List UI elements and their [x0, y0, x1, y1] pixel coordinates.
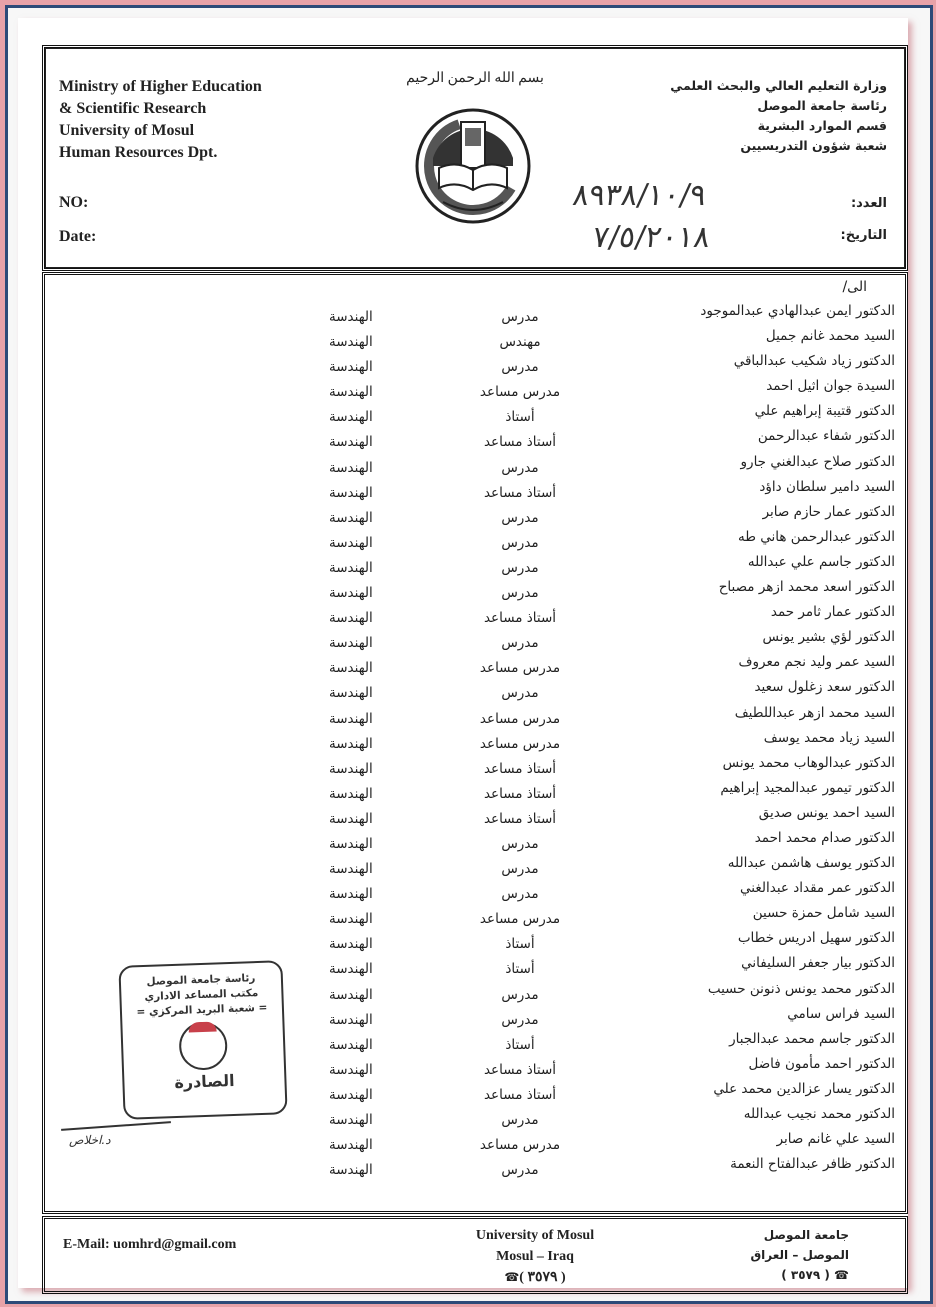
footer-address-en [445, 1225, 625, 1288]
page-frame [5, 5, 933, 1304]
recipient-name: الدكتور محمد نجيب عبدالله [743, 1106, 895, 1122]
recipient-row [45, 679, 905, 704]
recipient-rank: أستاذ مساعد [483, 434, 557, 451]
department-name-en: Human Resources Dpt. [59, 144, 218, 161]
recipient-rank: مدرس [501, 685, 539, 702]
recipient-college: الهندسة [329, 835, 373, 852]
footer-university-en: University of Mosul [475, 1228, 595, 1243]
recipient-name: الدكتور قتيبة إبراهيم علي [754, 403, 895, 420]
recipient-rank: مدرس [501, 509, 539, 526]
stamp-line-4: الصادرة [174, 1070, 235, 1093]
recipient-college: الهندسة [329, 735, 373, 752]
recipient-name: الدكتور عمار حازم صابر [762, 503, 895, 520]
footer-university-ar: جامعة الموصل [763, 1228, 849, 1242]
recipient-college: الهندسة [329, 810, 373, 827]
footer-address-ar [750, 1225, 849, 1285]
recipient-row [45, 855, 905, 880]
recipient-rank: مدرس [501, 1162, 539, 1179]
recipient-row [45, 403, 905, 428]
recipient-rank: أستاذ مساعد [483, 1086, 557, 1103]
recipient-name: السيد فراس سامي [787, 1005, 895, 1022]
recipient-college: الهندسة [329, 911, 373, 928]
university-seal-icon [413, 106, 533, 226]
recipient-row [45, 479, 905, 504]
recipients-list [42, 272, 908, 1214]
recipient-rank: مدرس [501, 534, 539, 551]
reference-number-handwritten: ٨٩٣٨/١٠/٩ [570, 178, 709, 213]
recipient-rank: مدرس [501, 1011, 539, 1028]
recipient-rank: أستاذ مساعد [483, 484, 557, 501]
recipient-name: الدكتور يسار عزالدين محمد علي [713, 1080, 895, 1097]
recipient-college: الهندسة [329, 610, 373, 627]
signature-name: د.اخلاص [69, 1133, 111, 1147]
stamp-line-3: = شعبة البريد المركزي = [136, 1001, 268, 1019]
recipient-row [45, 554, 905, 579]
recipient-college: الهندسة [329, 710, 373, 727]
recipient-rank: أستاذ مساعد [483, 785, 557, 802]
recipient-row [45, 930, 905, 955]
recipient-name: السيد عمر وليد نجم معروف [738, 654, 895, 671]
recipient-name: السيد علي غانم صابر [776, 1131, 895, 1148]
recipient-rank: مدرس مساعد [479, 660, 561, 677]
recipient-rank: مدرس مساعد [479, 1137, 561, 1154]
recipient-college: الهندسة [329, 760, 373, 777]
recipient-name: السيدة جوان اثيل احمد [766, 378, 895, 395]
recipient-college: الهندسة [329, 509, 373, 526]
date-label-ar: التاريخ: [840, 228, 887, 243]
recipient-college: الهندسة [329, 1162, 373, 1179]
recipient-rank: مدرس [501, 459, 539, 476]
recipient-college: الهندسة [329, 359, 373, 376]
recipient-name: الدكتور ظافر عبدالفتاح النعمة [730, 1156, 895, 1173]
footer-email[interactable]: E-Mail: uomhrd@gmail.com [63, 1237, 237, 1252]
stamp-seal-icon [178, 1021, 228, 1071]
recipient-college: الهندسة [329, 409, 373, 426]
recipient-rank: مدرس [501, 886, 539, 903]
recipient-name: الدكتور عمار ثامر حمد [770, 604, 895, 621]
recipient-name: الدكتور جاسم محمد عبدالجبار [729, 1030, 895, 1047]
footer-city-ar: الموصل – العراق [750, 1248, 849, 1262]
recipient-college: الهندسة [329, 434, 373, 451]
university-name-en: University of Mosul [59, 122, 195, 139]
university-presidency-ar: رئاسة جامعة الموصل [757, 98, 887, 113]
recipient-rank: أستاذ [505, 1036, 535, 1053]
recipient-name: الدكتور محمد يونس ذنونن حسيب [707, 980, 895, 997]
recipient-rank: مدرس [501, 861, 539, 878]
recipient-college: الهندسة [329, 660, 373, 677]
english-letterhead [59, 76, 262, 164]
recipient-name: السيد محمد غانم جميل [765, 328, 895, 345]
recipient-name: السيد احمد يونس صديق [758, 804, 895, 821]
recipient-rank: أستاذ مساعد [483, 1061, 557, 1078]
footer-city-en: Mosul – Iraq [496, 1249, 574, 1264]
recipient-row [45, 629, 905, 654]
recipient-college: الهندسة [329, 484, 373, 501]
footer-phone-number-ar: ( ٣٥٧٩ ) [781, 1268, 830, 1282]
recipient-rank: مدرس مساعد [479, 384, 561, 401]
ministry-name-en: Ministry of Higher Education [59, 78, 262, 95]
recipient-college: الهندسة [329, 459, 373, 476]
recipient-rank: مدرس [501, 585, 539, 602]
recipient-rank: أستاذ مساعد [483, 810, 557, 827]
recipient-row [45, 755, 905, 780]
recipient-row [45, 353, 905, 378]
recipient-college: الهندسة [329, 334, 373, 351]
recipient-college: الهندسة [329, 961, 373, 978]
stamp-line-2: مكتب المساعد الاداري [144, 987, 259, 1004]
recipient-row [45, 780, 905, 805]
recipient-name: السيد شامل حمزة حسين [752, 905, 895, 922]
recipient-college: الهندسة [329, 1061, 373, 1078]
recipient-college: الهندسة [329, 534, 373, 551]
recipient-name: الدكتور صدام محمد احمد [754, 829, 895, 846]
recipient-row [45, 1131, 905, 1156]
recipient-name: الدكتور اسعد محمد ازهر مصباح [718, 579, 895, 596]
recipient-row [45, 654, 905, 679]
recipient-name: السيد دامير سلطان داؤد [759, 478, 895, 495]
recipient-college: الهندسة [329, 309, 373, 325]
recipient-college: الهندسة [329, 1137, 373, 1154]
recipient-name: الدكتور سهيل ادريس خطاب [737, 930, 895, 947]
recipient-college: الهندسة [329, 635, 373, 652]
ministry-subtitle-en: & Scientific Research [59, 100, 207, 117]
recipient-college: الهندسة [329, 1011, 373, 1028]
ministry-name-ar: وزارة التعليم العالي والبحث العلمي [670, 78, 887, 93]
recipient-college: الهندسة [329, 585, 373, 602]
phone-icon: ☎ [504, 1270, 520, 1284]
number-label-ar: العدد: [850, 196, 887, 211]
recipient-rank: مدرس [501, 1112, 539, 1128]
recipient-row [45, 604, 905, 629]
phone-icon: ☎ [834, 1268, 849, 1282]
recipient-name: الدكتور تيمور عبدالمجيد إبراهيم [720, 779, 895, 796]
recipient-name: السيد زياد محمد يوسف [763, 729, 895, 746]
footer-phone-ar [750, 1265, 849, 1285]
basmala: بسم الله الرحمن الرحيم [406, 71, 544, 86]
recipient-rank: مدرس [501, 835, 539, 852]
document-page [18, 18, 908, 1288]
recipient-rank: مدرس مساعد [479, 911, 561, 928]
recipient-name: الدكتور احمد مأمون فاضل [748, 1055, 895, 1072]
recipient-rank: مدرس [501, 359, 539, 376]
footer-phone-en [445, 1267, 625, 1288]
recipient-college: الهندسة [329, 986, 373, 1003]
office-stamp [118, 960, 287, 1120]
recipient-college: الهندسة [329, 936, 373, 953]
recipient-name: الدكتور بيار جعفر السليفاني [741, 955, 895, 972]
recipient-row [45, 830, 905, 855]
recipient-college: الهندسة [329, 785, 373, 802]
recipient-row [45, 805, 905, 830]
recipient-rank: مدرس مساعد [479, 710, 561, 727]
recipient-rank: مدرس [501, 559, 539, 576]
recipient-row [45, 454, 905, 479]
recipient-college: الهندسة [329, 1112, 373, 1128]
recipient-rank: أستاذ [505, 961, 535, 978]
recipient-college: الهندسة [329, 384, 373, 401]
recipient-name: الدكتور جاسم علي عبدالله [747, 553, 895, 570]
date-label-en: Date: [59, 228, 97, 245]
arabic-letterhead [670, 76, 887, 156]
recipient-name: الدكتور ايمن عبدالهادي عبدالموجود [700, 303, 895, 319]
date-handwritten: ٧/٥/٢٠١٨ [590, 220, 713, 255]
addressee-label: الى/ [842, 279, 867, 295]
recipient-college: الهندسة [329, 559, 373, 576]
recipient-row [45, 880, 905, 905]
recipient-rank: مدرس [501, 309, 539, 325]
recipient-name: الدكتور صلاح عبدالغني جارو [740, 453, 895, 470]
footer [42, 1216, 908, 1294]
recipient-row [45, 705, 905, 730]
recipient-rank: مهندس [499, 334, 541, 351]
letterhead [42, 45, 908, 271]
recipient-name: الدكتور لؤي بشير يونس [762, 629, 895, 646]
recipient-row [45, 905, 905, 930]
recipient-rank: أستاذ [505, 409, 535, 426]
number-label-en: NO: [59, 194, 89, 211]
recipient-name: الدكتور عبدالوهاب محمد يونس [722, 754, 895, 771]
department-name-ar: قسم الموارد البشرية [757, 118, 887, 133]
footer-phone-number-en: ( ٣٥٧٩ ) [519, 1270, 566, 1285]
recipient-name: الدكتور عمر مقداد عبدالغني [740, 880, 895, 897]
recipient-name: الدكتور عبدالرحمن هاني طه [738, 528, 895, 545]
recipient-college: الهندسة [329, 886, 373, 903]
recipient-rank: أستاذ [505, 936, 535, 953]
recipient-college: الهندسة [329, 861, 373, 878]
recipient-row [45, 378, 905, 403]
recipient-row [45, 504, 905, 529]
recipient-rank: أستاذ مساعد [483, 760, 557, 777]
recipient-college: الهندسة [329, 1036, 373, 1053]
recipient-row [45, 579, 905, 604]
section-name-ar: شعبة شؤون التدريسيين [740, 138, 887, 153]
stamp-line-1: رئاسة جامعة الموصل [146, 972, 256, 988]
recipient-rank: أستاذ مساعد [483, 610, 557, 627]
recipient-row [45, 529, 905, 554]
recipient-name: السيد محمد ازهر عبداللطيف [734, 704, 895, 721]
recipient-row [45, 428, 905, 453]
recipient-name: الدكتور يوسف هاشمن عبدالله [727, 855, 895, 872]
recipient-rank: مدرس [501, 986, 539, 1003]
recipient-row [45, 1156, 905, 1181]
recipient-row [45, 328, 905, 353]
recipient-college: الهندسة [329, 685, 373, 702]
recipient-name: الدكتور سعد زغلول سعيد [754, 679, 895, 696]
recipient-college: الهندسة [329, 1086, 373, 1103]
recipient-row [45, 730, 905, 755]
recipient-rank: مدرس مساعد [479, 735, 561, 752]
recipient-name: الدكتور زياد شكيب عبدالباقي [733, 353, 895, 370]
recipient-row [45, 303, 905, 328]
recipient-name: الدكتور شفاء عبدالرحمن [757, 428, 895, 445]
recipient-rank: مدرس [501, 635, 539, 652]
